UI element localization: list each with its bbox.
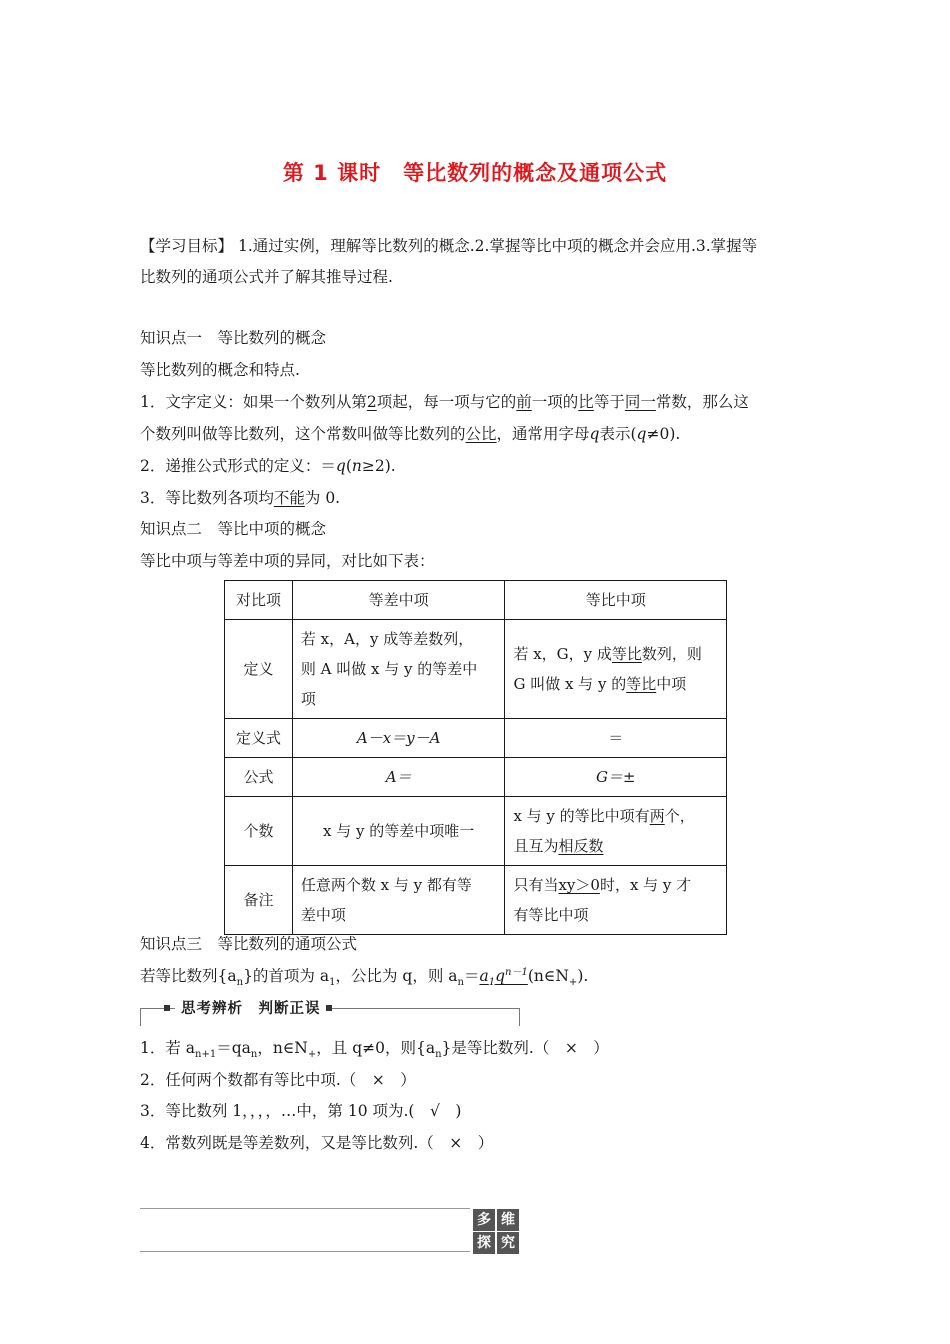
- table-header-cell: 等差中项: [292, 581, 505, 620]
- blank-answer: 两: [649, 807, 665, 825]
- row-label: 公式: [225, 758, 293, 797]
- section-badge-char: 探: [473, 1232, 495, 1254]
- text: ，通常用字母: [496, 425, 590, 443]
- table-header-cell: 对比项: [225, 581, 293, 620]
- text: ＝: [463, 967, 480, 985]
- cell-line: 任意两个数 x 与 y 都有等: [300, 876, 472, 894]
- text: 个，: [664, 807, 695, 825]
- table-row: [225, 620, 727, 719]
- var-q: q: [636, 425, 647, 443]
- text: 若 x，G，y 成: [513, 645, 612, 663]
- table-row: [225, 866, 727, 935]
- cell-line: 则 A 叫做 x 与 y 的等差中: [300, 660, 478, 678]
- text: 3．等比数列各项均: [140, 489, 274, 507]
- text: 项起，每一项与它的: [376, 393, 517, 411]
- var-q: q: [335, 457, 346, 475]
- think-item-2: 2．任何两个数都有等比中项.（ × ）: [140, 1071, 416, 1089]
- var-n: n: [351, 457, 362, 475]
- table-cell: [505, 620, 727, 719]
- cell-line: [513, 639, 718, 669]
- cell-line: [513, 801, 718, 831]
- text: 常数，那么这: [655, 393, 749, 411]
- k1-item3: [140, 488, 340, 508]
- blank-answer: [479, 966, 528, 989]
- divider: [140, 1251, 470, 1252]
- text: }的首项为 a: [243, 967, 330, 985]
- row-label: 定义: [225, 620, 293, 719]
- section-badge-char: 究: [497, 1232, 519, 1254]
- k2-heading: 知识点二 等比中项的概念: [140, 520, 327, 538]
- text: (n∈N: [527, 967, 569, 985]
- cell-line: 有等比中项: [513, 906, 589, 924]
- objectives-text-1: 1.通过实例，理解等比数列的概念.2.掌握等比中项的概念并会应用.3.掌握等: [237, 237, 758, 255]
- k1-intro: 等比数列的概念和特点.: [140, 361, 300, 379]
- square-icon: [164, 1005, 170, 1011]
- text: 一项的: [531, 393, 579, 411]
- table-cell: [292, 866, 505, 935]
- section-badge-char: 多: [473, 1209, 495, 1231]
- superscript: n－1: [505, 966, 528, 978]
- text: 为 0.: [304, 489, 341, 507]
- blank-answer: 前: [516, 393, 532, 411]
- objectives-line-2: 比数列的通项公式并了解其推导过程.: [140, 268, 393, 286]
- table-cell: G＝±: [505, 758, 727, 797]
- text: }是等比数列.（ × ）: [441, 1039, 609, 1057]
- think-item-3: 3．等比数列 1，，，，…中，第 10 项为.( √ ): [140, 1102, 462, 1120]
- cell-line: [513, 831, 718, 861]
- table-cell: x 与 y 的等差中项唯一: [292, 797, 505, 866]
- blank-answer: 等比: [611, 645, 642, 663]
- text: ＝qa: [216, 1039, 251, 1057]
- blank-answer: 2: [366, 393, 377, 411]
- page-title: 第 1 课时 等比数列的概念及通项公式: [282, 161, 668, 185]
- table-row: [225, 581, 727, 620]
- text: 1．文字定义：如果一个数列从第: [140, 393, 367, 411]
- divider: [140, 1208, 470, 1209]
- subscript: n: [250, 1049, 258, 1061]
- think-label: 思考辨析 判断正误: [175, 997, 327, 1018]
- blank-answer: 等比: [626, 675, 657, 693]
- text: ≥2).: [361, 457, 396, 475]
- row-label: 个数: [225, 797, 293, 866]
- subscript: +: [307, 1049, 317, 1061]
- divider: [140, 1008, 141, 1026]
- var-q: q: [589, 425, 600, 443]
- text: 时，x 与 y 才: [599, 876, 692, 894]
- text: ).: [577, 967, 589, 985]
- row-label: 定义式: [225, 719, 293, 758]
- text: 若等比数列{a: [140, 967, 237, 985]
- blank-answer: 同一: [624, 393, 656, 411]
- text: 个数列叫做等比数列，这个常数叫做等比数列的: [140, 425, 466, 443]
- text: 且互为: [513, 837, 559, 855]
- cell-line: 项: [300, 690, 316, 708]
- table-cell: ＝: [505, 719, 727, 758]
- table-header-cell: 等比中项: [505, 581, 727, 620]
- subscript: n: [457, 977, 464, 989]
- think-section-header: [140, 998, 520, 1028]
- blank-answer: xy＞0: [558, 876, 600, 894]
- subscript: n+1: [195, 1049, 217, 1061]
- table-cell: [505, 797, 727, 866]
- k1-item2: [140, 456, 396, 476]
- k1-item1-line1: [140, 392, 749, 412]
- cell-line: 若 x，A，y 成等差数列，: [300, 630, 474, 648]
- text: ，且 q≠0，则{a: [316, 1039, 436, 1057]
- subscript: n: [236, 977, 244, 989]
- blank-answer: 相反数: [558, 837, 604, 855]
- subscript: 1: [488, 977, 496, 989]
- text: 等于: [593, 393, 625, 411]
- think-item-1: [140, 1038, 609, 1061]
- k2-intro: 等比中项与等差中项的异同，对比如下表：: [140, 552, 435, 570]
- blank-answer: 公比: [465, 425, 497, 443]
- k1-heading: 知识点一 等比数列的概念: [140, 329, 327, 347]
- section-badge-char: 维: [497, 1209, 519, 1231]
- table-cell: [292, 620, 505, 719]
- cell-line: 差中项: [300, 906, 346, 924]
- table-row: [225, 719, 727, 758]
- table-cell: [505, 866, 727, 935]
- text: ≠0).: [646, 425, 681, 443]
- text: x 与 y 的等比中项有: [513, 807, 650, 825]
- table-row: [225, 758, 727, 797]
- table-cell: A－x＝y－A: [292, 719, 505, 758]
- objectives-tag: 【学习目标】: [140, 237, 234, 255]
- row-label: 备注: [225, 866, 293, 935]
- k3-formula: [140, 966, 589, 989]
- text: q: [495, 967, 506, 985]
- objectives-line-1: [140, 236, 757, 256]
- comparison-table: [224, 580, 727, 935]
- text: 数列，则: [641, 645, 702, 663]
- text: ，n∈N: [257, 1039, 308, 1057]
- divider: [519, 1008, 520, 1026]
- blank-answer: 不能: [273, 489, 305, 507]
- text: a: [479, 967, 489, 985]
- text: 1．若 a: [140, 1039, 196, 1057]
- table-row: [225, 797, 727, 866]
- cell-line: [513, 669, 718, 699]
- text: 2．递推公式形式的定义：＝: [140, 457, 336, 475]
- subscript: 1: [329, 977, 336, 989]
- text: ，公比为 q，则 a: [335, 967, 458, 985]
- k1-item1-line2: [140, 424, 680, 444]
- table-cell: A＝: [292, 758, 505, 797]
- text: G 叫做 x 与 y 的: [513, 675, 627, 693]
- text: 中项: [656, 675, 687, 693]
- blank-answer: 比: [578, 393, 594, 411]
- cell-line: [513, 870, 718, 900]
- text: 表示(: [599, 425, 637, 443]
- text: 只有当: [513, 876, 559, 894]
- square-icon: [326, 1005, 332, 1011]
- k3-heading: 知识点三 等比数列的通项公式: [140, 935, 358, 953]
- think-item-4: 4．常数列既是等差数列，又是等比数列.（ × ）: [140, 1134, 494, 1152]
- text: (: [345, 457, 352, 475]
- subscript: n: [435, 1049, 442, 1061]
- subscript: +: [568, 977, 578, 989]
